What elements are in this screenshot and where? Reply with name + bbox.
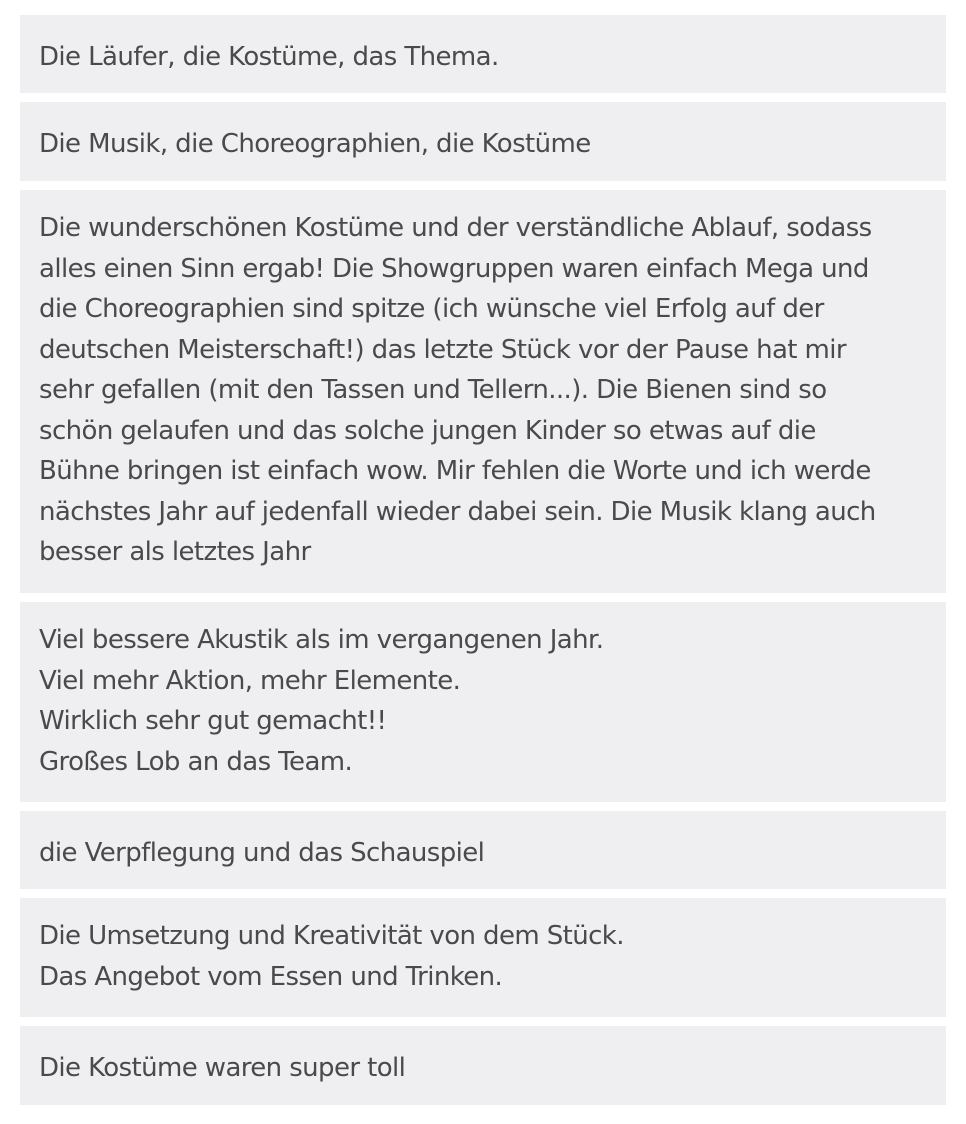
response-text-line: Die Läufer, die Kostüme, das Thema. <box>39 42 499 72</box>
response-card <box>20 102 946 181</box>
response-text-line: Die Kostüme waren super toll <box>39 1053 406 1083</box>
response-text-line: Die Musik, die Choreographien, die Kostüme <box>39 129 591 159</box>
response-card <box>20 898 946 1017</box>
response-text-line: alles einen Sinn ergab! Die Showgruppen waren einfach Mega und <box>39 253 869 284</box>
response-text-line: die Choreographien sind spitze (ich wünsche viel Erfolg auf der <box>39 294 824 324</box>
response-card <box>20 1026 946 1105</box>
response-text-line: sehr gefallen (mit den Tassen und Tellern...). Die Bienen sind so <box>39 375 827 405</box>
response-text-line: schön gelaufen und das solche jungen Kinder so etwas auf die <box>39 415 816 446</box>
response-text-line: besser als letztes Jahr <box>39 537 311 567</box>
response-text-line: Das Angebot vom Essen und Trinken. <box>39 961 503 992</box>
response-text-line: Viel bessere Akustik als im vergangenen Jahr. <box>39 625 604 655</box>
response-text-line: Die wunderschönen Kostüme und der verständliche Ablauf, sodass <box>39 213 872 243</box>
response-text-line: Großes Lob an das Team. <box>39 746 353 777</box>
response-text-line: Die Umsetzung und Kreativität von dem Stück. <box>39 921 624 951</box>
response-text-line: die Verpflegung und das Schauspiel <box>39 838 485 868</box>
response-text-line: Viel mehr Aktion, mehr Elemente. <box>39 665 461 696</box>
response-text-line: Wirklich sehr gut gemacht!! <box>39 706 387 736</box>
response-card <box>20 602 946 802</box>
response-card <box>20 811 946 889</box>
response-card <box>20 190 946 593</box>
response-text-line: Bühne bringen ist einfach wow. Mir fehlen die Worte und ich werde <box>39 456 871 486</box>
response-text-line: deutschen Meisterschaft!) das letzte Stück vor der Pause hat mir <box>39 334 846 365</box>
response-list <box>20 15 946 1114</box>
response-card <box>20 15 946 93</box>
response-text-line: nächstes Jahr auf jedenfall wieder dabei sein. Die Musik klang auch <box>39 496 876 527</box>
